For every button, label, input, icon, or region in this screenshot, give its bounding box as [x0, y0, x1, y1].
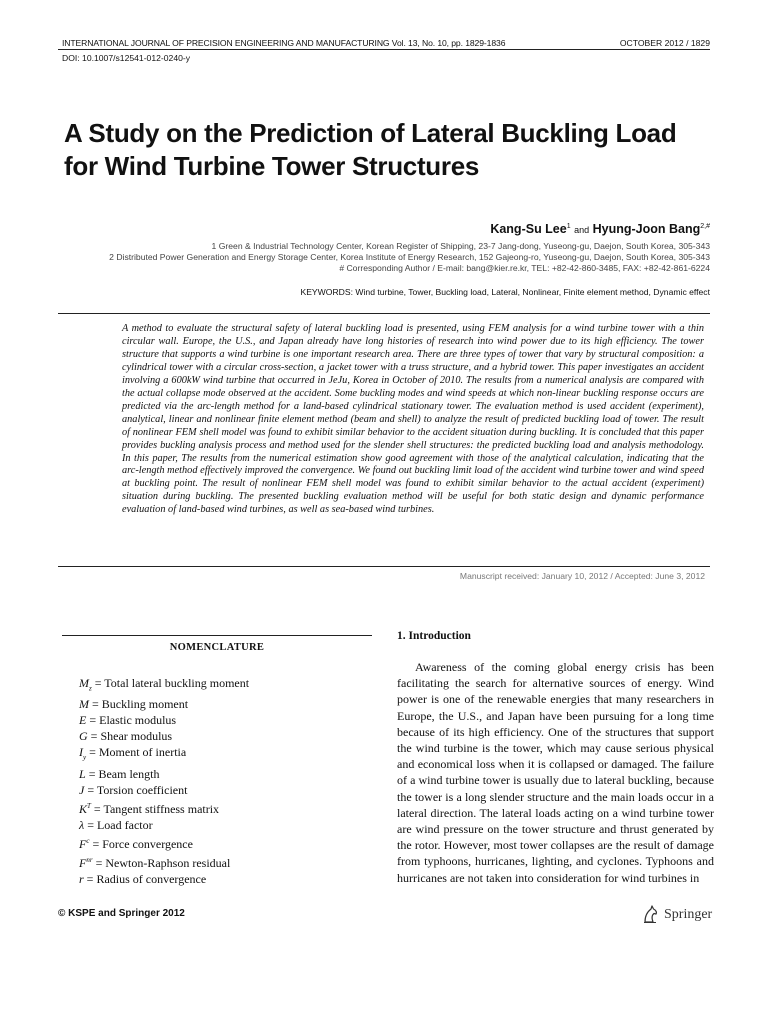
nomenclature-item [79, 744, 249, 765]
nomenclature-definition: = Buckling moment [89, 697, 189, 712]
introduction-text: Awareness of the coming global energy crisis has been facilitating the search for alternative sources of energy. Wind power is one of the renewable energies that many researchers in Europe, the U.S., and Japan have been pursuing for a long time because of its high efficiency. One of the structures that support the wind turbine is the tower, which may cause serious physical and economical loss when it is collapsed or damaged. The failure of a wind turbine tower is usually due to lateral buckling, because the tower is a long slender structure and the main loads occur in a lateral direction. The lateral loads acting on a wind turbine tower are wind pressure on the tower structure and thrust generated by the rotor. However, most tower collapses are the result of damage from typhoons, hurricanes, lighting, and cyclones. Typhoons and hurricanes are not taken into consideration for wind turbines in [397, 660, 714, 885]
nomenclature-definition: = Torsion coefficient [84, 782, 188, 797]
nomenclature-title: NOMENCLATURE [169, 642, 265, 653]
nomenclature-item [79, 782, 249, 798]
affiliation: 1 Green & Industrial Technology Center, Korean Register of Shipping, 23-7 Jang-dong, Yuseong-gu, Daejon, South Korea, 305-343 [211, 241, 710, 251]
nomenclature-symbol: $F^{nr}$ [79, 855, 93, 870]
nomenclature-item [79, 675, 249, 696]
nomenclature-item [79, 766, 249, 782]
issue-date-page: OCTOBER 2012 / 1829 [619, 38, 710, 48]
publisher-logo[interactable] [642, 905, 712, 924]
author-conjunction: and [574, 225, 590, 235]
doi[interactable]: DOI: 10.1007/s12541-012-0240-y [62, 53, 191, 63]
nomenclature-symbol: $I_y$ [79, 745, 87, 762]
nomenclature-definition: = Tangent stiffness matrix [90, 801, 220, 816]
nomenclature-definition: = Load factor [84, 817, 153, 832]
nomenclature-definition: = Newton-Raphson residual [92, 855, 231, 870]
springer-horse-icon [642, 905, 659, 924]
publisher-name: Springer [664, 906, 713, 922]
nomenclature-symbol: $M_z$ [79, 676, 92, 693]
corresponding-author: # Corresponding Author / E-mail: bang@kier.re.kr, TEL: +82-42-860-3485, FAX: +82-42-861-6224 [339, 263, 710, 273]
nomenclature-definition: = Moment of inertia [86, 745, 187, 760]
nomenclature-symbol: λ [79, 817, 85, 832]
nomenclature-item [79, 696, 249, 712]
keywords-label: KEYWORDS: [300, 287, 353, 297]
copyright-notice: © KSPE and Springer 2012 [58, 908, 185, 919]
nomenclature-symbol: G [79, 729, 88, 744]
nomenclature-symbol: $F^c$ [79, 836, 90, 851]
nomenclature-definition: = Elastic modulus [86, 713, 177, 728]
abstract: A method to evaluate the structural safety of lateral buckling load is presented, using FEM analysis for a wind turbine tower with a thin circular wall. Europe, the U.S., and Japan already have long histories of research into wind power due to its high efficiency. The tower structure that supports a wind turbine is one important research area. There are three types of tower that vary by structural composition: a cylindrical tower with a circular cross-section, a jacket tower with a truss structure, and a hybrid tower. This paper investigates an accident involving a 600kW wind turbine that occurred in JeJu, Korea in October of 2010. The results from a numerical analysis are compared with the actual collapse mode observed at the accident. Some buckling modes and wind speeds at which non-linear buckling response occurs are predicted via the arc-length method for a land-based cylindrical stationary tower. The evaluation method is used accident (experiment), analytical, linear and nonlinear finite element method (beam and shell) to analyze the result of predicted buckling load of tower. The result of nonlinear FEM shell model was found to exhibit similar behavior to the accident situation during buckling. It is concluded that this paper provides buckling analysis process and method used for the slender shell structures: the predicted buckling load and analysis methodology. In this paper, The results from the numerical estimation show good agreement with those of the analytical calculation, indicating that the arc-length method effectively improved the convergence. We found out buckling limit load of the accident wind turbine tower and wind speed at buckling point. The result of nonlinear FEM shell model was found to exhibit similar behavior to the actual accident (experiment) situation during buckling. The presented buckling evaluation method will be useful for both static design and dynamic performance evaluation of land-based wind turbines, as well as sea-based wind turbines. [122, 323, 704, 516]
author-name: Hyung-Joon Bang [592, 222, 701, 236]
author-name: Kang-Su Lee [490, 222, 567, 236]
header-divider [58, 49, 710, 50]
author-line [490, 222, 710, 236]
nomenclature-definition: = Radius of convergence [83, 871, 207, 886]
nomenclature-symbol: M [79, 697, 89, 712]
abstract-bottom-divider [58, 566, 710, 567]
nomenclature-symbol: L [79, 766, 86, 781]
nomenclature-symbol: E [79, 713, 87, 728]
abstract-top-divider [58, 313, 710, 314]
paper-title: A Study on the Prediction of Lateral Buckling Load for Wind Turbine Tower Structures [64, 118, 677, 181]
author-affiliation-mark: 1 [566, 222, 571, 230]
affiliation: 2 Distributed Power Generation and Energy Storage Center, Korea Institute of Energy Research, 152 Gajeong-ro, Yuseong-gu, Daejon, South Korea, 305-343 [109, 252, 710, 262]
nomenclature-definition: = Shear modulus [87, 729, 173, 744]
manuscript-dates: Manuscript received: January 10, 2012 / Accepted: June 3, 2012 [459, 571, 705, 581]
nomenclature-item [79, 817, 249, 833]
nomenclature-item [79, 798, 249, 817]
nomenclature-definition: = Force convergence [89, 836, 193, 851]
nomenclature-definition: = Beam length [85, 766, 160, 781]
nomenclature-item [79, 871, 249, 887]
nomenclature-list [79, 675, 249, 887]
nomenclature-symbol: r [79, 871, 84, 886]
nomenclature-item [79, 833, 249, 852]
nomenclature-symbol: $K^T$ [79, 801, 91, 816]
author-affiliation-mark: 2,# [700, 222, 710, 230]
nomenclature-item [79, 712, 249, 728]
nomenclature-symbol: J [79, 782, 85, 797]
nomenclature-item [79, 728, 249, 744]
journal-header: INTERNATIONAL JOURNAL OF PRECISION ENGINEERING AND MANUFACTURING Vol. 13, No. 10, pp. 1829-1836 [62, 38, 506, 48]
section-heading: 1. Introduction [397, 630, 471, 642]
keywords-text: Wind turbine, Tower, Buckling load, Lateral, Nonlinear, Finite element method, Dynamic effect [355, 287, 710, 297]
nomenclature-divider [62, 635, 372, 636]
keywords [300, 287, 710, 297]
nomenclature-definition: = Total lateral buckling moment [91, 676, 250, 690]
nomenclature-item [79, 852, 249, 871]
